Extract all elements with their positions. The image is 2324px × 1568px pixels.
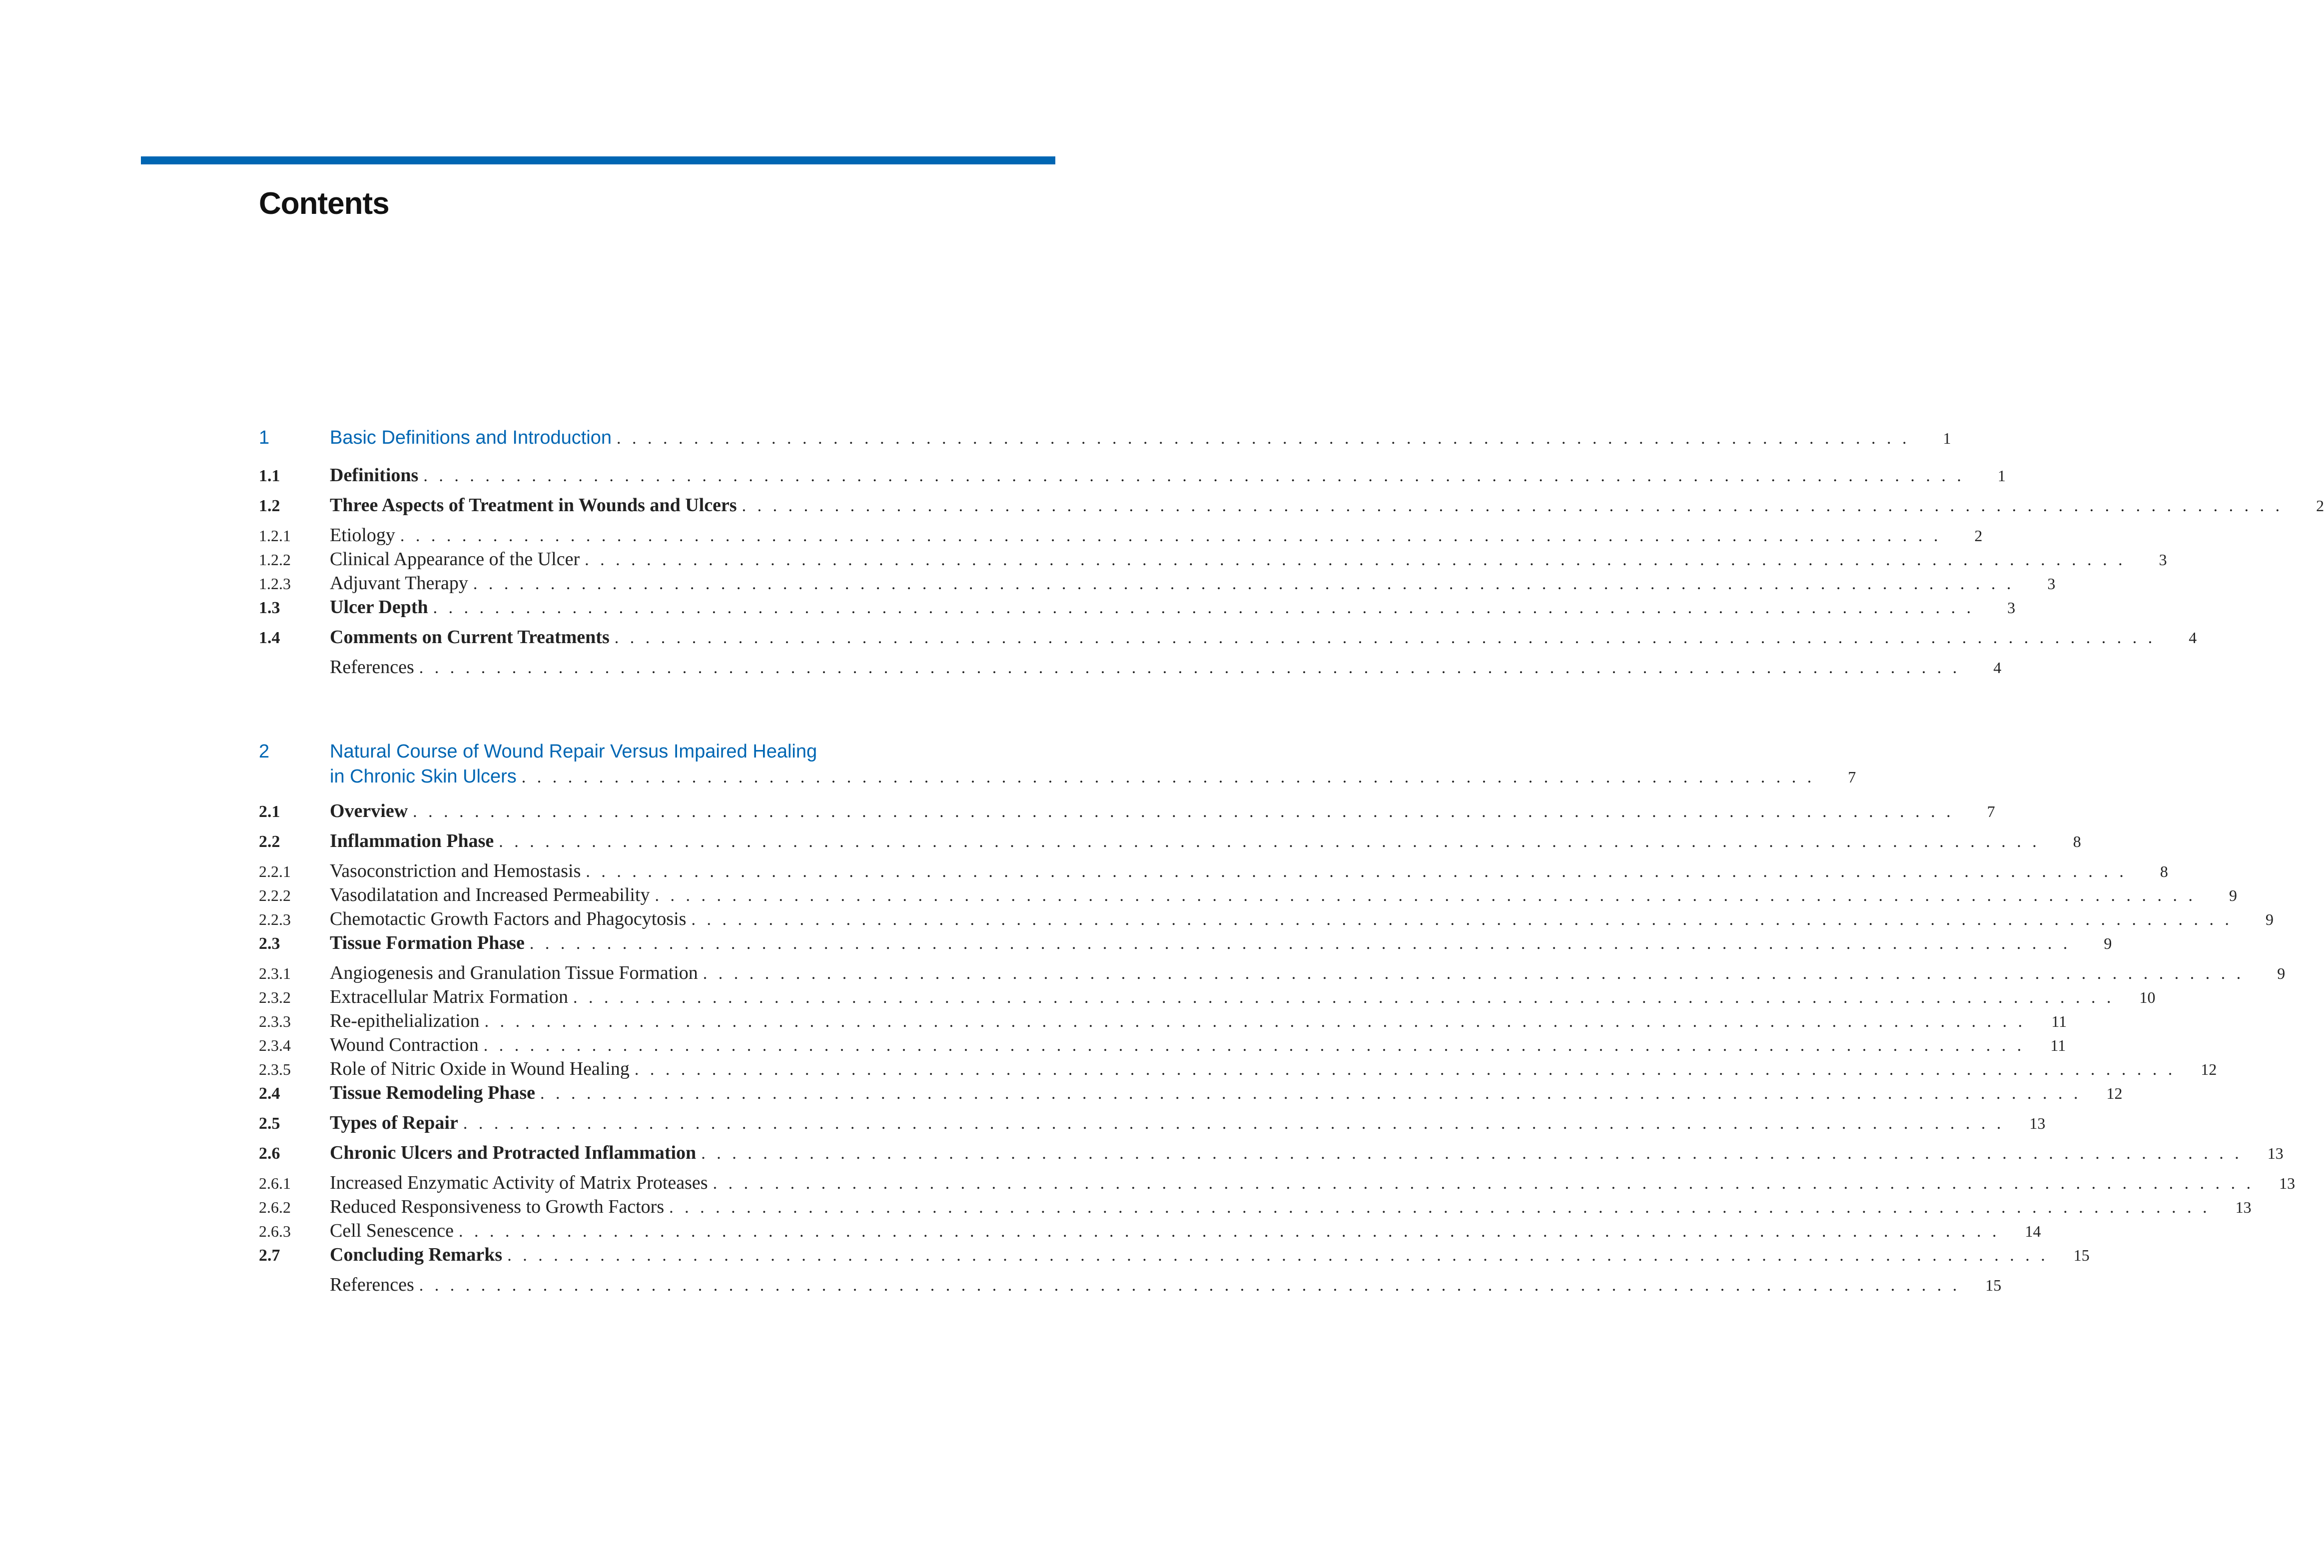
entry-number: 1.2.2 (259, 551, 291, 569)
page-number: 8 (2073, 832, 2081, 850)
entry-title: References (330, 657, 414, 678)
page-number: 13 (2235, 1198, 2252, 1216)
entry-title: Tissue Remodeling Phase (330, 1082, 536, 1103)
chapter-2 (259, 741, 2296, 1304)
references-entry[interactable] (259, 656, 2002, 686)
entry-title: Re-epithelialization (330, 1010, 480, 1031)
dot-leader: . . . . . . . . . . . . . . . . . . . . . . . . . . . . . . . . . . . . . . . . . . . . . . . . . . . . . . . . . . . . . . . . . . . . . . . . . . . . . . . . . . . . . . . . . . . . . . . . . . . . (614, 629, 2156, 647)
entry-title: Clinical Appearance of the Ulcer (330, 549, 580, 570)
entry-title: Vasodilatation and Increased Permeability (330, 884, 650, 905)
entry-title: Chemotactic Growth Factors and Phagocytosis (330, 908, 687, 929)
entry-number: 2.3.2 (259, 988, 291, 1006)
entry-title: Extracellular Matrix Formation (330, 986, 568, 1007)
subsection-entry[interactable] (259, 1034, 2066, 1058)
entry-number: 2.7 (259, 1246, 280, 1265)
subsection-entry[interactable] (259, 860, 2168, 884)
section-entry[interactable] (259, 596, 2016, 626)
subsection-entry[interactable] (259, 1058, 2217, 1082)
subsection-entry[interactable] (259, 1172, 2296, 1196)
page-number: 7 (1848, 768, 1856, 786)
dot-leader: . . . . . . . . . . . . . . . . . . . . . . . . . . . . . . . . . . . . . . . . . . . . . . . . . . . . . . . . . . . . . . . . . . . . . . . . . . . . . . . . . . . . . . . . . . . . . . . . . . . . (713, 1174, 2255, 1193)
header-accent-bar (141, 156, 1055, 164)
page-number: 12 (2201, 1060, 2217, 1078)
page-number: 9 (2277, 964, 2286, 982)
entry-title: Overview (330, 800, 408, 821)
entry-number: 1.2.1 (259, 527, 291, 545)
entry-title: Types of Repair (330, 1112, 458, 1133)
dot-leader: . . . . . . . . . . . . . . . . . . . . . . . . . . . . . . . . . . . . . . . . . . . . . . . . . . . . . . . . . . . . . . . . . . . . . . . . . . . . . . . . . . . . . . . . . . . . . . . . . . . . (529, 934, 2071, 953)
dot-leader: . . . . . . . . . . . . . . . . . . . . . . . . . . . . . . . . . . . . . . . . . . . . . . . . . . . . . . . . . . . . . . . . . . . . . . . . . . . . . . . . . . . . . . . . . . . . . . . . . . . . (701, 1144, 2243, 1163)
page-number: 15 (2073, 1246, 2090, 1264)
dot-leader: . . . . . . . . . . . . . . . . . . . . . . . . . . . . . . . . . . . . . . . . . . . . . . . . . . . . . . . . . . . . . . . . . . . . . . . . . . . . . . . . . . . . . . . . . . . . . . . . . . . . (400, 527, 1942, 545)
section-entry[interactable] (259, 626, 2197, 656)
entry-number: 2.2.3 (259, 910, 291, 928)
dot-leader: . . . . . . . . . . . . . . . . . . . . . . . . . . . . . . . . . . . . . . . . . . . . . . . . . . . . . . . . . . . . . . . . . . . . . . . . . . . . . . . . . . . . . . . . . . . . . . . . . . . . (484, 1012, 2026, 1031)
dot-leader: . . . . . . . . . . . . . . . . . . . . . . . . . . . . . . . . . . . . . . . . . . . . . . . . . . . . . . . . . . . . . . . . . . . . . . . . . . . . . . . . . . . . . . . . . . . . . . . . . . . . (585, 551, 2126, 569)
chapter-heading[interactable] (259, 427, 1951, 464)
page-number: 3 (2047, 575, 2056, 593)
section-entry[interactable] (259, 800, 1995, 830)
entry-number: 2.3.1 (259, 964, 291, 982)
table-of-contents (259, 427, 2324, 1304)
page-number: 9 (2229, 886, 2238, 904)
page-number: 13 (2267, 1144, 2284, 1162)
subsection-entry[interactable] (259, 548, 2167, 572)
dot-leader: . . . . . . . . . . . . . . . . . . . . . . . . . . . . . . . . . . . . . . . . . . . . . . . . . . . . . . . . . . . . . . . . . . . . . . . . . . . . . . . . . . . . . . . . . . . . . . . . . . . . (573, 988, 2115, 1007)
entry-title: Ulcer Depth (330, 597, 428, 618)
subsection-entry[interactable] (259, 884, 2238, 908)
dot-leader: . . . . . . . . . . . . . . . . . . . . . . . . . . . . . . . . . . . . . . . . . . . . . . . . . . . . . . . . . . . . . . . . . . . . . . . . . . . . . . . . . . . . . . . . . . . . . . . . . . . . (691, 910, 2233, 929)
entry-number: 2.6.1 (259, 1174, 291, 1192)
dot-leader: . . . . . . . . . . . . . . . . . . . . . . . . . . . . . . . . . . . . . . . . . . . . . . . . . . . . . . . . . . . . . . . . . . . . . . . . . . . . . . . . . . . . . . . . . . . . . . . . . . . . (669, 1198, 2211, 1217)
dot-leader: . . . . . . . . . . . . . . . . . . . . . . . . . . . . . . . . . . . . . . . . . . . . . . . . . . . . . . . . . . . . . . . . . . . . . . . . . . . . . . . . . . . . . . . . . . . . . . . . . . . . (458, 1222, 2000, 1241)
section-entry[interactable] (259, 494, 2324, 524)
chapter-title-line-1: Natural Course of Wound Repair Versus Impaired Healing (330, 741, 817, 762)
entry-title: Definitions (330, 465, 419, 486)
page-number: 7 (1987, 802, 1995, 820)
subsection-entry[interactable] (259, 1196, 2252, 1220)
chapter-2-entries (259, 800, 2296, 1304)
entry-number: 2.6.3 (259, 1222, 291, 1240)
subsection-entry[interactable] (259, 572, 2056, 596)
entry-title: Vasoconstriction and Hemostasis (330, 860, 581, 881)
dot-leader: . . . . . . . . . . . . . . . . . . . . . . . . . . . . . . . . . . . . . . . . . . . . . . . . . . . . . . . . . . . . . . . . . . . . . . . . . . . . . . . . . . . . . . . . . . . . . . . . . . . . (703, 964, 2245, 983)
page-number: 14 (2025, 1222, 2041, 1240)
entry-number: 2.5 (259, 1114, 280, 1133)
page-number: 9 (2265, 910, 2274, 928)
dot-leader: . . . . . . . . . . . . . . . . . . . . . . . . . . . . . . . . . . . . . . . . . . . . . . . . . . . . . . . . . . . . . . . . . . . . . . . . . . . . . . . . . . . . . . . . . . . . . . . . . . . . (586, 862, 2127, 881)
entry-number: 1.3 (259, 599, 280, 617)
page-number: 11 (2050, 1036, 2066, 1054)
dot-leader: . . . . . . . . . . . . . . . . . . . . . . . . . . . . . . . . . . . . . . . . . . . . . . . . . . . . . . . . . . . . . . . . . . . . . . . . . . . . . . . . . . . . . . . . . . . . . . . . . . . . (419, 659, 1961, 677)
dot-leader: . . . . . . . . . . . . . . . . . . . . . . . . . . . . . . . . . . . . . . . . . . . . . . . . . . . . . . . . . . . . . . . . . . . . . . . . . . . . . . . . . . . . . . . . . . . . . . . . . . . . (634, 1060, 2176, 1079)
subsection-entry[interactable] (259, 962, 2286, 986)
page-number: 1 (1943, 429, 1951, 447)
page-number: 4 (1993, 659, 2002, 677)
dot-leader: . . . . . . . . . . . . . . . . . . . . . . . . . . . . . . . . . . . . . . . . . . . . . . . . . . . . . . . . . . . . . . . . . . . . . . . . . . . . . . . . . . . . . . . . . . . . . . . . . . . . (419, 1276, 1961, 1295)
section-entry[interactable] (259, 1112, 2046, 1142)
page-number: 15 (1985, 1276, 2002, 1294)
section-entry[interactable] (259, 932, 2112, 962)
entry-title: Role of Nitric Oxide in Wound Healing (330, 1058, 630, 1079)
entry-number: 2.3.3 (259, 1012, 291, 1030)
dot-leader: . . . . . . . . . . . . . . . . . . . . . . . . . . . . . . . . . . . . . . . . . . . . . . . . . . . . . . . . . . . . . . . . . . . . . . . . . . . . . . . . . . . . . . . . . . . . . . . . . . . . (483, 1036, 2025, 1055)
entry-number: 1.4 (259, 629, 280, 647)
section-entry[interactable] (259, 830, 2081, 860)
section-entry[interactable] (259, 1142, 2284, 1172)
entry-number: 1.1 (259, 467, 280, 485)
dot-leader: . . . . . . . . . . . . . . . . . . . . . . . . . . . . . . . . . . . . . . . . . . . . . . . . . . . . . . . . . . . . . . . . . . . . . . . . . . . . . . . . . . . . . . . . . . . . . . . . . . . . (742, 497, 2284, 515)
page-number: 3 (2159, 551, 2167, 569)
chapter-1 (259, 427, 2324, 686)
entry-number: 2.2.2 (259, 886, 291, 904)
references-entry[interactable] (259, 1274, 2002, 1304)
chapter-title-line-2: in Chronic Skin Ulcers (330, 766, 517, 787)
chapter-title: Basic Definitions and Introduction (330, 427, 612, 448)
entry-title: Concluding Remarks (330, 1244, 503, 1265)
section-entry[interactable] (259, 1244, 2090, 1274)
entry-number: 2.6 (259, 1144, 280, 1163)
page-number: 12 (2106, 1084, 2123, 1102)
page-number: 4 (2189, 629, 2197, 647)
chapter-1-entries (259, 464, 2324, 686)
page-number: 8 (2160, 862, 2168, 880)
page-number: 9 (2104, 934, 2112, 952)
chapter-number: 2 (259, 741, 270, 762)
entry-title: Wound Contraction (330, 1034, 479, 1055)
dot-leader: . . . . . . . . . . . . . . . . . . . . . . . . . . . . . . . . . . . . . . . . . . . . . . . . . . . . . . . . . . . . . . . . . . . . . . . . . . . . . . . . . . . . (617, 429, 1910, 448)
dot-leader: . . . . . . . . . . . . . . . . . . . . . . . . . . . . . . . . . . . . . . . . . . . . . . . . . . . . . . . . . . . . . . . . . . . . . . . . . . . . . . . . . . . . . . . . . . . . . . . . . . . . (433, 599, 1975, 617)
entry-title: Adjuvant Therapy (330, 573, 468, 594)
entry-title: Reduced Responsiveness to Growth Factors (330, 1196, 665, 1217)
dot-leader: . . . . . . . . . . . . . . . . . . . . . . . . . . . . . . . . . . . . . . . . . . . . . . . . . . . . . . . . . . . . . . . . . . . . . . . . . . . . . . . . . . . . . . . . . . . . . . . . . . . . (463, 1114, 2005, 1133)
dot-leader: . . . . . . . . . . . . . . . . . . . . . . . . . . . . . . . . . . . . . . . . . . . . . . . . . . . . . . . . . . . . . . . . . . . . . . . . . . . . . . . . . . . . . . . . . . . . . . . . . . . . (655, 886, 2197, 905)
page-number: 13 (2029, 1114, 2046, 1132)
section-entry[interactable] (259, 1082, 2123, 1112)
page-number: 1 (1997, 467, 2006, 485)
dot-leader: . . . . . . . . . . . . . . . . . . . . . . . . . . . . . . . . . . . . . . . . . . . . . . . . . . . . . . . . . . . . . . . . . . . . . . . . . . . . . . . . . . . . . . . . . . . . . . . . . . . . (499, 832, 2040, 851)
chapter-number: 1 (259, 427, 270, 448)
page-number: 3 (2007, 599, 2016, 617)
entry-title: Inflammation Phase (330, 830, 494, 851)
entry-title: References (330, 1274, 414, 1295)
entry-title: Comments on Current Treatments (330, 627, 610, 648)
entry-title: Angiogenesis and Granulation Tissue Formation (330, 962, 698, 983)
entry-number: 2.4 (259, 1084, 280, 1103)
page-number: 2 (1974, 527, 1983, 545)
entry-number: 1.2.3 (259, 575, 291, 593)
page-number: 11 (2051, 1012, 2067, 1030)
entry-number: 2.2 (259, 832, 280, 851)
entry-number: 2.6.2 (259, 1198, 291, 1216)
subsection-entry[interactable] (259, 1010, 2067, 1034)
entry-title: Increased Enzymatic Activity of Matrix Proteases (330, 1172, 708, 1193)
page-title: Contents (259, 186, 389, 221)
subsection-entry[interactable] (259, 524, 1983, 548)
subsection-entry[interactable] (259, 1220, 2041, 1244)
page-number: 10 (2139, 988, 2156, 1006)
page-number: 13 (2279, 1174, 2296, 1192)
dot-leader: . . . . . . . . . . . . . . . . . . . . . . . . . . . . . . . . . . . . . . . . . . . . . . . . . . . . . . . . . . . . . . . . . . . . . . . . . . . . . . . . . . . . . . . . . . . . . . . . . . . . (413, 802, 1954, 821)
dot-leader: . . . . . . . . . . . . . . . . . . . . . . . . . . . . . . . . . . . . . . . . . . . . . . . . . . . . . . . . . . . . . . . . . . . . . . . . . . . . . . . . . . . . . . . . . . . . . . . . . . . . (540, 1084, 2082, 1103)
entry-number: 2.3.5 (259, 1060, 291, 1078)
entry-number: 2.3 (259, 934, 280, 953)
entry-title: Cell Senescence (330, 1220, 454, 1241)
dot-leader: . . . . . . . . . . . . . . . . . . . . . . . . . . . . . . . . . . . . . . . . . . . . . . . . . . . . . . . . . . . . . . . . . . . . . . . . . . . . . . . . . . . . . . . . . . . . . . . . . . . . (423, 467, 1965, 485)
dot-leader: . . . . . . . . . . . . . . . . . . . . . . . . . . . . . . . . . . . . . . . . . . . . . . . . . . . . . . . . . . . . . . . . . . . . . . . . . . . . . . . . . . . . . . . . . . . . . . . . . . . . (473, 575, 2015, 593)
subsection-entry[interactable] (259, 908, 2274, 932)
chapter-heading[interactable] (259, 741, 1856, 800)
dot-leader: . . . . . . . . . . . . . . . . . . . . . . . . . . . . . . . . . . . . . . . . . . . . . . . . . . . . . . . . . . . . . . . . . . . . . . . . . . . . . . . . . . . . . . . . . . . . . . . . . . . . (507, 1246, 2049, 1265)
entry-title: Chronic Ulcers and Protracted Inflammation (330, 1142, 697, 1163)
entry-number: 2.2.1 (259, 862, 291, 880)
entry-number: 2.1 (259, 802, 280, 821)
entry-title: Etiology (330, 525, 395, 546)
subsection-entry[interactable] (259, 986, 2156, 1010)
entry-title: Three Aspects of Treatment in Wounds and Ulcers (330, 495, 737, 516)
section-entry[interactable] (259, 464, 2006, 494)
entry-number: 1.2 (259, 497, 280, 515)
entry-title: Tissue Formation Phase (330, 932, 525, 953)
dot-leader: . . . . . . . . . . . . . . . . . . . . . . . . . . . . . . . . . . . . . . . . . . . . . . . . . . . . . . . . . . . . . . . . . . . . . . . . . . . . . . . . . . . . (521, 768, 1815, 786)
page-number: 2 (2316, 497, 2324, 515)
entry-number: 2.3.4 (259, 1036, 291, 1054)
